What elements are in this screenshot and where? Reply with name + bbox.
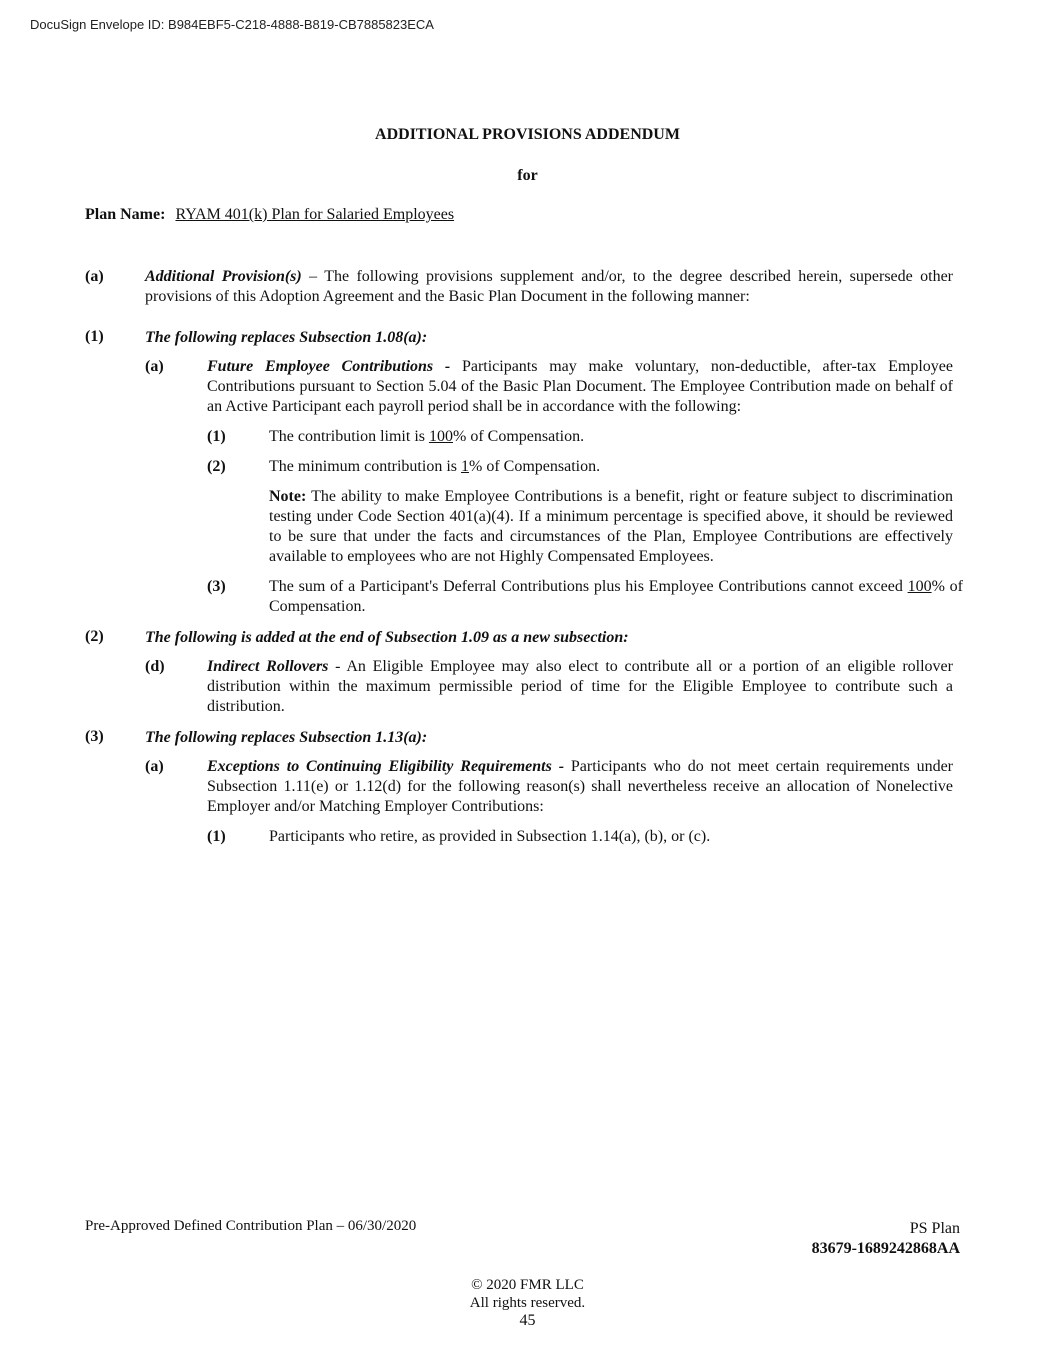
note-label: Note: — [269, 488, 307, 505]
section-1a-paragraph — [207, 357, 953, 417]
note-text: The ability to make Employee Contributions is a benefit, right or feature subject to discrimination testing under Code Section 401(a)(4). If a minimum percentage is specified above, it should be reviewed to be sure that under the facts and circumstances of the Plan, Employee Contributions are effectively available to employees who are not Highly Compensated Employees. — [269, 488, 953, 565]
contribution-limit-value: 100 — [428, 428, 453, 445]
section-1a-heading: Future Employee Contributions - — [207, 358, 451, 375]
item-2-pre: The minimum contribution is — [269, 458, 461, 475]
section-1-heading: The following replaces Subsection 1.08(a): — [145, 329, 428, 346]
intro-label: (a) — [85, 268, 104, 285]
section-2d-text: - An Eligible Employee may also elect to contribute all or a portion of an eligible rollover distribution within the maximum permissible period of time for the Eligible Employee to contribute such a distribution. — [207, 658, 953, 715]
section-3a-label: (a) — [145, 758, 164, 775]
section-3-item-1-label: (1) — [207, 828, 226, 845]
intro-text: – The following provisions supplement and/or, to the degree described herein, supersede other provisions of this Adoption Agreement and the Basic Plan Document in the following manner: — [145, 268, 953, 305]
section-3a-heading: Exceptions to Continuing Eligibility Requirements - — [207, 758, 565, 775]
item-2-post: % of Compensation. — [468, 458, 601, 475]
exceed-limit-value: 100 — [907, 578, 932, 595]
section-3-heading: The following replaces Subsection 1.13(a): — [145, 729, 428, 746]
footer-copyright: © 2020 FMR LLC — [471, 1277, 584, 1293]
section-2d-label: (d) — [145, 658, 165, 675]
page-title: ADDITIONAL PROVISIONS ADDENDUM — [375, 126, 680, 143]
intro-heading: Additional Provision(s) — [145, 268, 302, 285]
note-paragraph — [269, 487, 953, 567]
item-3-post: % of Compensation. — [269, 578, 964, 615]
page-number: 45 — [519, 1312, 536, 1329]
item-1-pre: The contribution limit is — [269, 428, 429, 445]
item-3-text — [269, 577, 963, 617]
footer-ps-plan: PS Plan — [909, 1220, 960, 1237]
section-1a-text: Participants may make voluntary, non-deductible, after-tax Employee Contributions pursuant to Section 5.04 of the Basic Plan Document. The Employee Contribution made on behalf of an Active Participant each payroll period shall be in accordance with the following: — [207, 358, 953, 415]
section-3a-text: Participants who do not meet certain requirements under Subsection 1.11(e) or 1.12(d) for the following reason(s) shall nevertheless receive an allocation of Nonelective Employer and/or Matching Employer Contributions: — [207, 758, 953, 815]
section-1-label: (1) — [85, 328, 104, 345]
section-2-heading: The following is added at the end of Subsection 1.09 as a new subsection: — [145, 629, 629, 646]
item-3-pre: The sum of a Participant's Deferral Contributions plus his Employee Contributions cannot exceed — [269, 578, 908, 595]
section-1a-label: (a) — [145, 358, 164, 375]
section-3-item-1-text: Participants who retire, as provided in Subsection 1.14(a), (b), or (c). — [269, 828, 711, 845]
section-3-label: (3) — [85, 728, 104, 745]
plan-name-line — [85, 206, 454, 224]
footer-plan-id — [812, 1219, 960, 1259]
section-3a-paragraph — [207, 757, 953, 817]
for-line: for — [517, 167, 538, 184]
item-3-label: (3) — [207, 578, 226, 595]
item-1-text — [269, 427, 584, 447]
item-2-label: (2) — [207, 458, 226, 475]
docusign-envelope-id: DocuSign Envelope ID: B984EBF5-C218-4888-B819-CB7885823ECA — [30, 17, 434, 32]
minimum-contribution-value: 1 — [460, 458, 469, 475]
item-1-label: (1) — [207, 428, 226, 445]
plan-name-value: RYAM 401(k) Plan for Salaried Employees — [175, 206, 455, 223]
intro-paragraph — [145, 267, 953, 307]
section-2d-heading: Indirect Rollovers — [207, 658, 329, 675]
item-2-text — [269, 457, 600, 477]
section-2d-paragraph — [207, 657, 953, 717]
footer-copyright-block — [0, 1276, 1055, 1330]
footer-rights: All rights reserved. — [469, 1295, 586, 1311]
section-2-label: (2) — [85, 628, 104, 645]
plan-name-label: Plan Name: — [85, 206, 166, 223]
item-1-post: % of Compensation. — [452, 428, 585, 445]
footer-plan-type: Pre-Approved Defined Contribution Plan – 06/30/2020 — [85, 1218, 417, 1234]
footer-plan-number: 83679-1689242868AA — [811, 1240, 960, 1257]
